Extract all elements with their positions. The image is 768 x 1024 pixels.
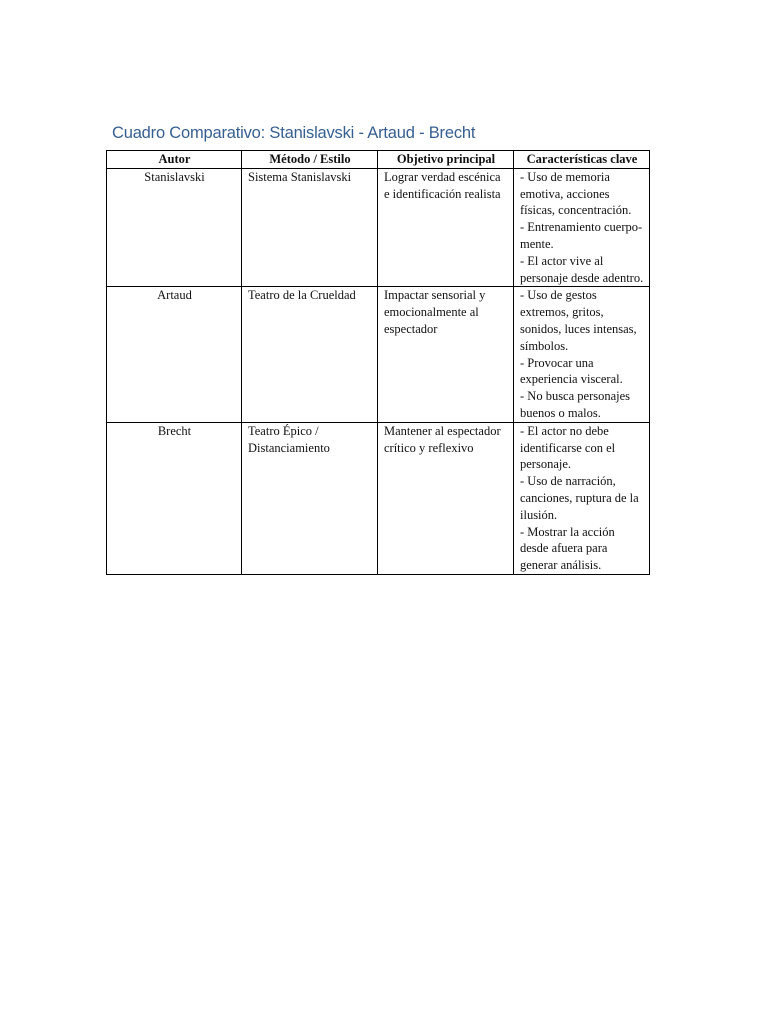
characteristic-item: - El actor no debe identificarse con el personaje.: [520, 423, 616, 472]
comparison-table: [106, 150, 650, 575]
cell-metodo: Teatro Épico / Distanciamiento: [242, 422, 378, 574]
cell-caracteristicas: [514, 422, 650, 574]
characteristic-item: - El actor vive al personaje desde adentro.: [520, 253, 644, 285]
header-objetivo: Objetivo principal: [378, 151, 514, 169]
cell-metodo: Teatro de la Crueldad: [242, 287, 378, 422]
cell-objetivo: Lograr verdad escénica e identificación realista: [378, 168, 514, 287]
header-autor: Autor: [107, 151, 242, 169]
document-title: Cuadro Comparativo: Stanislavski - Artaud - Brecht: [112, 124, 476, 142]
table-header-row: [107, 151, 650, 169]
characteristic-item: - Provocar una experiencia visceral.: [520, 355, 623, 387]
characteristic-item: - No busca personajes buenos o malos.: [520, 389, 631, 420]
header-caracteristicas: Características clave: [514, 151, 650, 169]
table-row: [107, 422, 650, 574]
table-row: [107, 287, 650, 422]
cell-autor: Stanislavski: [107, 168, 242, 287]
cell-caracteristicas: [514, 168, 650, 287]
cell-caracteristicas: [514, 287, 650, 422]
characteristic-item: - Uso de narración, canciones, ruptura de la ilusión.: [520, 474, 639, 522]
cell-autor: Artaud: [107, 287, 242, 422]
cell-metodo: Sistema Stanislavski: [242, 168, 378, 287]
table-row: [107, 168, 650, 287]
characteristic-item: - Uso de gestos extremos, gritos, sonidos, luces intensas, símbolos.: [520, 288, 637, 353]
header-metodo: Método / Estilo: [242, 151, 378, 169]
characteristic-item: - Entrenamiento cuerpo-mente.: [520, 220, 643, 251]
characteristic-item: - Mostrar la acción desde afuera para generar análisis.: [520, 524, 615, 573]
cell-autor: Brecht: [107, 422, 242, 574]
characteristic-item: - Uso de memoria emotiva, acciones físicas, concentración.: [520, 169, 632, 218]
cell-objetivo: Impactar sensorial y emocionalmente al espectador: [378, 287, 514, 422]
cell-objetivo: Mantener al espectador crítico y reflexivo: [378, 422, 514, 574]
